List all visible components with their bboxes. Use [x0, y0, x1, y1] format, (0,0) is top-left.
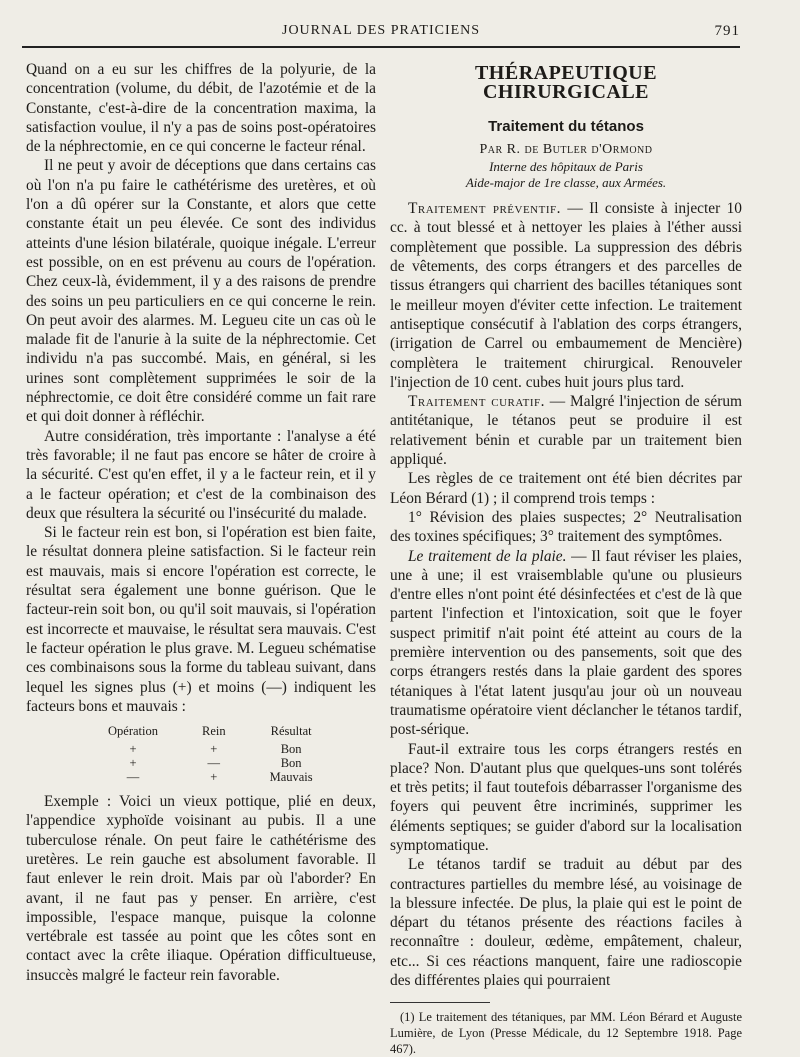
- table-cell: —: [126, 770, 140, 785]
- table-header: Rein: [201, 724, 226, 739]
- paragraph: [390, 547, 742, 740]
- journal-title: JOURNAL DES PRATICIENS: [282, 23, 481, 38]
- table-header: Opération: [108, 724, 158, 739]
- paragraph: 1° Révision des plaies suspectes; 2° Neutralisation des toxines spécifiques; 3° traitement des symptômes.: [390, 508, 742, 546]
- paragraph-text: — Il faut réviser les plaies, une à une; il est vraisemblable qu'une ou plusieurs d'entre elles n'ont point été désinfectées et c'est de là que partent l'infection et l'intoxication, soit que le foyer suspect primitif n'ait point été atteint au cours de la première intervention ou des pansements, soit que des corps étrangers restés dans la plaie gardent des spores tétaniques à l'état latent jusqu'au jour où un nouveau traumatisme opératoire vient déclancher le tétanos tardif, post-sérique.: [390, 547, 742, 739]
- footnote-rule: [390, 1002, 490, 1003]
- run-in-heading: Le traitement de la plaie.: [408, 547, 567, 565]
- section-title: THÉRAPEUTIQUE CHIRURGICALE: [474, 62, 658, 104]
- paragraph: Exemple : Voici un vieux pottique, plié en deux, l'appendice xyphoïde voisinant au pubis. Il a une tuberculose rénale. On peut faire le cathétérisme des uretères. Le rein gauche est absolument favorable. Il faut enlever le rein droit. Mais par où l'aborder? En avant, il ne faut pas y penser. En arrière, c'est impossible, l'espace manque, puisque la colonne vertébrale est tassée au point que les côtes sont en contact avec la crête iliaque. Opération difficultueuse, insuccès malgré le facteur rein favorable.: [26, 793, 376, 984]
- factor-table: [86, 724, 335, 784]
- paragraph: Il ne peut y avoir de déceptions que dans certains cas où l'on n'a pu faire le cathétérisme des uretères, et où l'on a dû opérer sur la Constante, et alors que cette constante était un peu élevée. Ce sont des individus atteints d'une lésion bilatérale, quoique inégale. L'erreur est possible, on en est prévenu au cours de l'opération. Chez ceux-là, évidemment, il y a des raisons de prendre des soins un peu particuliers en ce qui concerne le rein. On peut avoir des alarmes. M. Legueu cite un cas où le malade fit de l'anurie à la suite de la néphrectomie. Cet individu n'a pas succombé. Mais, en général, si les urines sont complètement supprimées le soir de la néphrectomie, ce doit être considéré comme un fait rare et qui doit donner à réfléchir.: [26, 157, 376, 426]
- paragraph-text: — Il consiste à injecter 10 cc. à tout blessé et à nettoyer les plaies à l'éther aussi complètement que possible. La suppression des débris de vêtements, des corps étrangers et des parcelles de tissus étrangers qui charrient des bacilles tétaniques sont le meilleur moyen d'éviter cette infection. Le traitement antiseptique consécutif à l'ablation des corps étrangers, (irrigation de Carrel ou embaumement de Mencière) complètera le traitement chirurgical. Renouveler l'injection de 10 cent. cubes huit jours plus tard.: [390, 200, 742, 391]
- run-in-heading: Traitement curatif.: [408, 393, 545, 411]
- header-rule: [22, 46, 740, 48]
- table-cell: Bon: [280, 756, 302, 771]
- paragraph: Faut-il extraire tous les corps étrangers restés en place? Non. D'autant plus que quelques-uns sont tolérés et très petits; il faut toutefois débarrasser l'organisme des foyers qui peuvent être incriminés, supprimer les éléments septiques; se guider d'abord sur la localisation symptomatique.: [390, 740, 742, 854]
- article-title: Traitement du tétanos: [488, 117, 644, 135]
- left-column: [26, 60, 376, 985]
- page-number: 791: [714, 23, 740, 39]
- table-row: [86, 756, 335, 770]
- author-affiliation: Interne des hôpitaux de Paris: [489, 159, 643, 175]
- footnote: (1) Le traitement des tétaniques, par MM. Léon Bérard et Auguste Lumière, de Lyon (Presse Médicale, du 12 Septembre 1918. Page 467).: [390, 1010, 742, 1057]
- run-in-heading: Traitement préventif.: [408, 200, 561, 218]
- paragraph: Les règles de ce traitement ont été bien décrites par Léon Bérard (1) ; il comprend trois temps :: [390, 470, 742, 507]
- paragraph: [390, 392, 742, 469]
- table-cell: —: [207, 756, 221, 771]
- table-row: [86, 742, 335, 756]
- table-header: Résultat: [270, 724, 312, 739]
- paragraph: Le tétanos tardif se traduit au début par des contractures partielles du membre lésé, au voisinage de la blessure infectée. De plus, la plaie qui est le point de départ du tétanos présente des réactions faciles à reconnaître : douleur, œdème, empâtement, chaleur, etc... Si ces réactions manquent, faire une radioscopie des différentes plaies qui pourraient: [390, 856, 742, 990]
- table-cell: +: [129, 756, 137, 771]
- paragraph: Quand on a eu sur les chiffres de la polyurie, de la concentration (volume, du débit, de l'azotémie et de la Constante, c'est-à-dire de la concentration maxima, la satisfaction voulue, il n'y a pas de soins post-opératoires de la néphrectomie, en ce qui concerne le facteur rénal.: [26, 61, 376, 156]
- page-header: [22, 20, 740, 42]
- table-cell: Mauvais: [269, 770, 313, 785]
- paragraph: Autre considération, très importante : l'analyse a été très favorable; il ne faut pas encore se hâter de croire à la sécurité. C'est qu'en effet, il y a le facteur rein, et il y a le facteur opération; et c'est de la combinaison des deux que résultera la sécurité ou l'insécurité du malade.: [26, 427, 376, 522]
- paragraph-text: — Malgré l'injection de sérum antitétanique, le tétanos peut se produire il est relativement bénin et curable par un traitement bien appliqué.: [390, 393, 742, 469]
- right-column: [390, 60, 742, 1057]
- table-cell: +: [210, 742, 218, 757]
- table-cell: +: [210, 770, 218, 785]
- paragraph: [390, 199, 742, 392]
- table-cell: +: [129, 742, 137, 757]
- table-row: [86, 770, 335, 784]
- table-cell: Bon: [280, 742, 302, 757]
- paragraph: Si le facteur rein est bon, si l'opération est bien faite, le résultat donnera pleine satisfaction. Si le facteur rein est mauvais, mais si encore l'opération est correcte, le résultat sera également une bonne guérison. Que le facteur-rein soit bon, ou qu'il soit mauvais, si l'opération est incorrecte et mauvaise, le résultat sera mauvais. C'est le facteur opération le plus grave. M. Legueu schématise ces combinaisons sous la forme du tableau suivant, dans lequel les signes plus (+) et moins (—) indiquent les facteurs bons et mauvais :: [26, 524, 376, 715]
- author-affiliation: Aide-major de 1re classe, aux Armées.: [465, 175, 667, 191]
- article-author: Par R. de Butler d'Ormond: [479, 141, 653, 157]
